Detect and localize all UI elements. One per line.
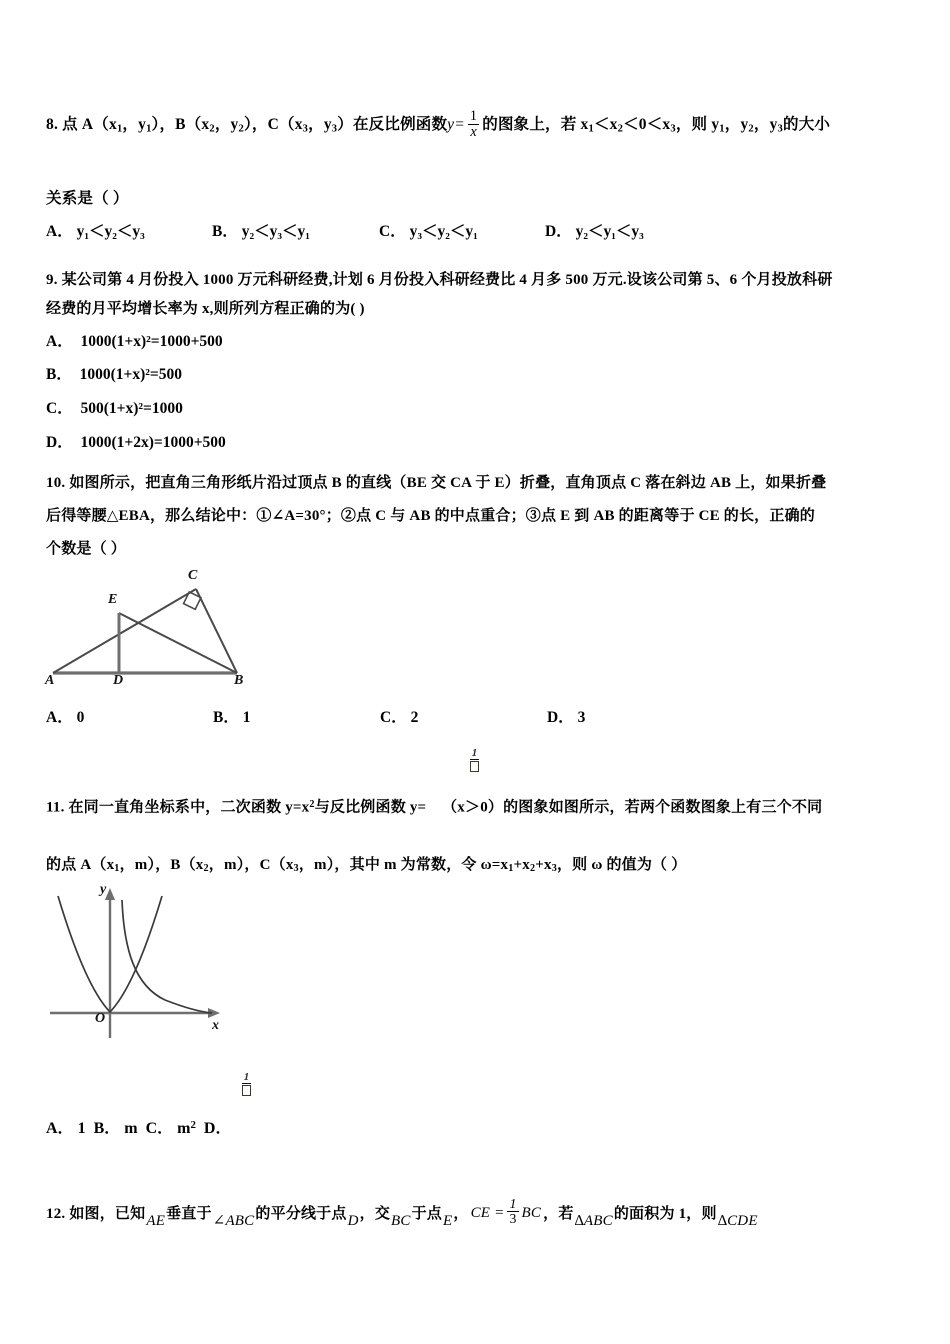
question-10-line-2: 后得等腰△EBA，那么结论中：①∠A=30°；②点 C 与 AB 的中点重合；③点 E 到 AB 的距离等于 CE 的长，正确的 [46,508,815,524]
question-11-option-d-fraction: 1 [242,1072,251,1099]
question-8-option-a[interactable]: A． y₁＜y₂＜y₃ [46,223,145,240]
question-9-option-c[interactable]: C． 500(1+x)²=1000 [46,400,183,417]
triangle-diagram-svg [40,565,280,690]
math-term-bc: BC [391,1212,411,1229]
math-term-d: D [347,1212,359,1229]
question-11-option-b[interactable]: B． m [93,1120,138,1137]
figure-label-e: E [108,592,118,607]
fraction-one-over-x: $\frac{1}{x}$ [469,107,478,140]
math-term-triangle-abc: ∆ABC [574,1212,613,1229]
question-10-line-1: 10. 如图所示，把直角三角形纸片沿过顶点 B 的直线（BE 交 CA 于 E）折叠，直角顶点 C 落在斜边 AB 上，如果折叠 [46,475,827,491]
math-term-angle-abc: ∠ABC [212,1212,255,1229]
question-8-option-b[interactable]: B． y₂＜y₃＜y₁ [212,223,310,240]
question-11-line-2: 的点 $A(x_1$，m），$B(x_2$，m），$C(x_3$，m），其中 m 为常数，令 $\omega=x_1+x_2+x_3$，则 ω 的值为（ ） [46,857,687,875]
question-12-text: 12. 如图，已知AE垂直于∠ABC的平分线于点D，交BC于点E， CE = $\frac{1}{3}$ BC ，若∆ABC的面积为 1，则∆CDE [46,1196,758,1229]
question-10-option-c[interactable]: C． 2 [380,709,419,726]
question-10-options [46,705,926,727]
question-10-number: 10. [46,475,66,491]
math-term-ae: AE [146,1212,166,1229]
question-10-option-a[interactable]: A． 0 [46,709,85,726]
question-10-text [46,466,916,500]
question-11-inline-fraction: 1 [470,748,479,775]
question-8-line-1: 8. 点 $A(x_1$，$y_1$），$B(x_2$，$y_2$），$C(x_3$，$y_3$）在反比例函数y= $\frac{1}{x}$ 的图象上，若 $x_1<x_2<0<x_3$，则 $y_1$，$y_2$，$y_3$的大小 [46,107,831,140]
question-8-line-2: 关系是（ ） [46,190,129,207]
question-9-option-d[interactable]: D． 1000(1+2x)=1000+500 [46,434,226,451]
figure-label-a: A [45,673,55,688]
question-9-option-a[interactable]: A． 1000(1+x)²=1000+500 [46,333,223,350]
placeholder-box-icon [242,1085,251,1096]
axis-label-y: y [100,882,107,897]
equation-ce-equals-one-third-bc: CE = $\frac{1}{3}$ BC [470,1196,542,1227]
question-10-figure [40,565,280,690]
function-y-equals: y= [447,116,465,133]
figure-label-d: D [113,673,124,688]
math-term-e: E [443,1212,453,1229]
question-10-line-3: 个数是（ ） [46,541,126,557]
question-11-option-d[interactable]: D． [203,1120,232,1137]
question-11-option-a[interactable]: A． 1 [46,1120,86,1137]
question-10-option-b[interactable]: B． 1 [213,709,251,726]
math-term-triangle-cde: ∆CDE [717,1212,758,1229]
figure-label-c: C [188,568,198,583]
axis-label-x: x [212,1018,219,1033]
question-9-number: 9. [46,272,58,288]
question-11-options [46,1115,926,1138]
question-8-number: 8. [46,116,59,133]
fraction-one-over-three: $\frac{1}{3}$ [509,1196,517,1227]
figure-label-b: B [234,673,244,688]
question-8-option-c[interactable]: C． y₃＜y₂＜y₁ [379,223,478,240]
question-11-line-1: 11. 在同一直角坐标系中，二次函数 $y=x^2$与反比例函数 y= （x＞0）的图象如图所示，若两个函数图象上有三个不同 [46,799,823,816]
question-11-figure [40,878,290,1048]
question-8-text [46,108,916,146]
placeholder-box-icon [470,761,479,772]
question-8-options [46,219,926,241]
question-12-number: 12. [46,1205,66,1222]
question-11-option-c[interactable]: C． $m^2$ [145,1119,196,1137]
question-11-number: 11. [46,799,65,816]
origin-label-o: O [95,1011,106,1026]
question-9-line-2: 经费的月平均增长率为 x,则所列方程正确的为( ) [46,301,365,317]
question-11-text [46,788,916,825]
question-9-line-1: 9. 某公司第 4 月份投入 1000 万元科研经费,计划 6 月份投入科研经费比 4 月多 500 万元.设该公司第 5、6 个月投放科研 [46,272,833,288]
question-8-option-d[interactable]: D． y₂＜y₁＜y₃ [545,223,644,240]
question-9-option-b[interactable]: B． 1000(1+x)²=500 [46,366,182,383]
parabola-hyperbola-svg [40,878,290,1048]
question-10-option-d[interactable]: D． 3 [547,709,586,726]
